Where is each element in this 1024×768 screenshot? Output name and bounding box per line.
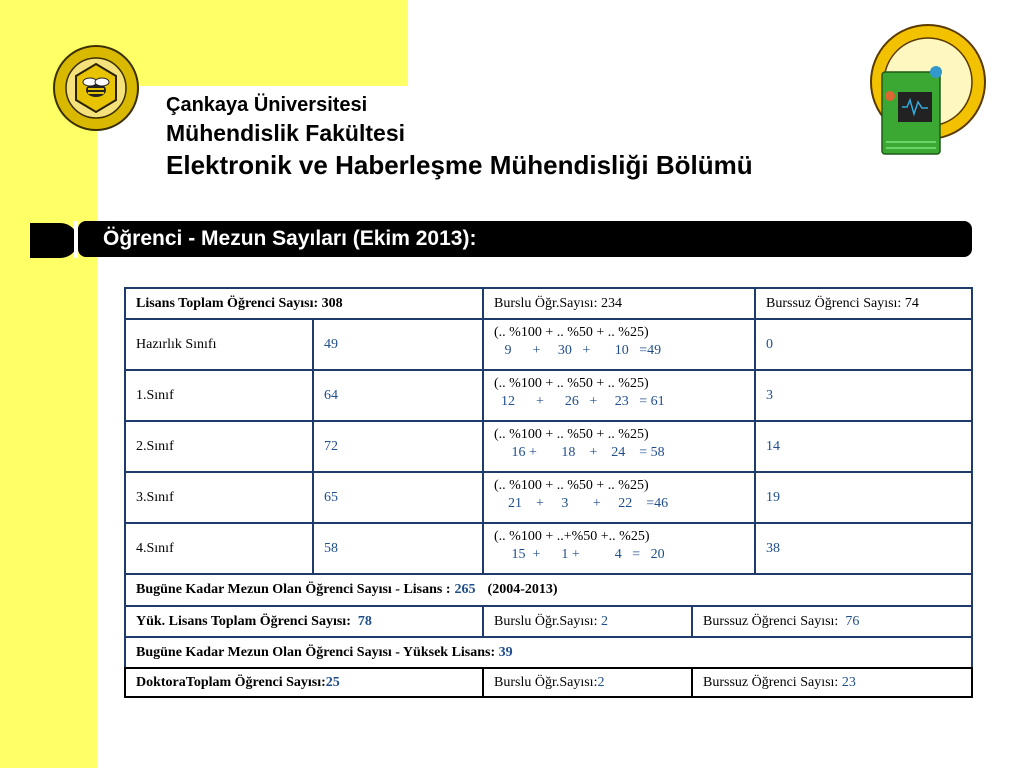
row-formula: (.. %100 + .. %50 + .. %25) [494,478,649,493]
yl-burssuz-cell [691,605,973,638]
dr-burslu-cell [482,667,693,698]
dr-total-cell [124,667,484,698]
row-formula: (.. %100 + .. %50 + .. %25) [494,427,649,442]
row-formula-cell [482,420,756,473]
mezun-lisans-years: (2004-2013) [487,582,558,597]
cankaya-university-logo [52,44,140,132]
mezun-yl-cell [124,636,973,669]
row-values: 15 + 1 + 4 = 20 [494,547,665,562]
row-count: 58 [312,522,484,575]
row-values: 21 + 3 + 22 =46 [494,496,669,511]
department-logo [862,22,990,160]
dr-burslu-label: Burslu Öğr.Sayısı: [494,674,598,690]
row-count: 65 [312,471,484,524]
row-formula-cell [482,318,756,371]
row-formula: (.. %100 + .. %50 + .. %25) [494,376,649,391]
dr-label: DoktoraToplam Öğrenci Sayısı: [136,674,326,690]
row-count: 64 [312,369,484,422]
yl-burslu-value: 2 [600,613,608,629]
mezun-yl-value: 39 [498,644,513,660]
title-block [166,92,753,182]
burssuz-total-cell: Burssuz Öğrenci Sayısı: 74 [754,287,973,320]
row-burssuz: 0 [754,318,973,371]
row-burssuz: 19 [754,471,973,524]
row-label: 1.Sınıf [124,369,314,422]
row-count: 72 [312,420,484,473]
row-burssuz: 38 [754,522,973,575]
faculty-name: Mühendislik Fakültesi [166,120,405,146]
lisans-total-cell: Lisans Toplam Öğrenci Sayısı: 308 [124,287,484,320]
row-label: 2.Sınıf [124,420,314,473]
yl-burslu-label: Burslu Öğr.Sayısı: [494,613,601,629]
row-values: 12 + 26 + 23 = 61 [494,394,665,409]
university-name: Çankaya Üniversitesi [166,94,368,116]
row-formula-cell [482,471,756,524]
mezun-yl-label: Bugüne Kadar Mezun Olan Öğrenci Sayısı - Yüksek Lisans [136,644,491,660]
burslu-total-cell: Burslu Öğr.Sayısı: 234 [482,287,756,320]
row-burssuz: 14 [754,420,973,473]
dr-burslu-value: 2 [597,674,605,690]
dr-burssuz-cell [691,667,973,698]
yl-label: Yük. Lisans Toplam Öğrenci Sayısı: [136,613,358,629]
department-name: Elektronik ve Haberleşme Mühendisliği Bölümü [166,150,753,180]
row-burssuz: 3 [754,369,973,422]
yl-burssuz-label: Burssuz Öğrenci Sayısı: [703,613,846,629]
dr-burssuz-label: Burssuz Öğrenci Sayısı: [703,674,842,690]
mezun-lisans-cell [124,573,973,607]
yl-burssuz-value: 76 [845,613,860,629]
row-label: Hazırlık Sınıfı [124,318,314,371]
dr-value: 25 [325,674,340,690]
row-label: 3.Sınıf [124,471,314,524]
row-formula: (.. %100 + ..+%50 +.. %25) [494,529,650,544]
banner-cap-shape [30,223,78,258]
row-values: 16 + 18 + 24 = 58 [494,445,665,460]
banner-divider [74,221,78,258]
row-formula: (.. %100 + .. %50 + .. %25) [494,325,649,340]
dr-burssuz-value: 23 [841,674,856,690]
mezun-lisans-value: 265 [454,582,476,597]
row-values: 9 + 30 + 10 =49 [494,343,662,358]
statistics-table [124,287,973,698]
mezun-yl-colon: : [490,644,499,660]
yl-total-cell [124,605,484,638]
row-count: 49 [312,318,484,371]
row-label: 4.Sınıf [124,522,314,575]
yl-burslu-cell [482,605,693,638]
mezun-lisans-label: Bugüne Kadar Mezun Olan Öğrenci Sayısı - Lisans : [136,582,451,597]
yl-value: 78 [357,613,372,629]
row-formula-cell [482,369,756,422]
row-formula-cell [482,522,756,575]
section-title: Öğrenci - Mezun Sayıları (Ekim 2013): [103,227,477,250]
